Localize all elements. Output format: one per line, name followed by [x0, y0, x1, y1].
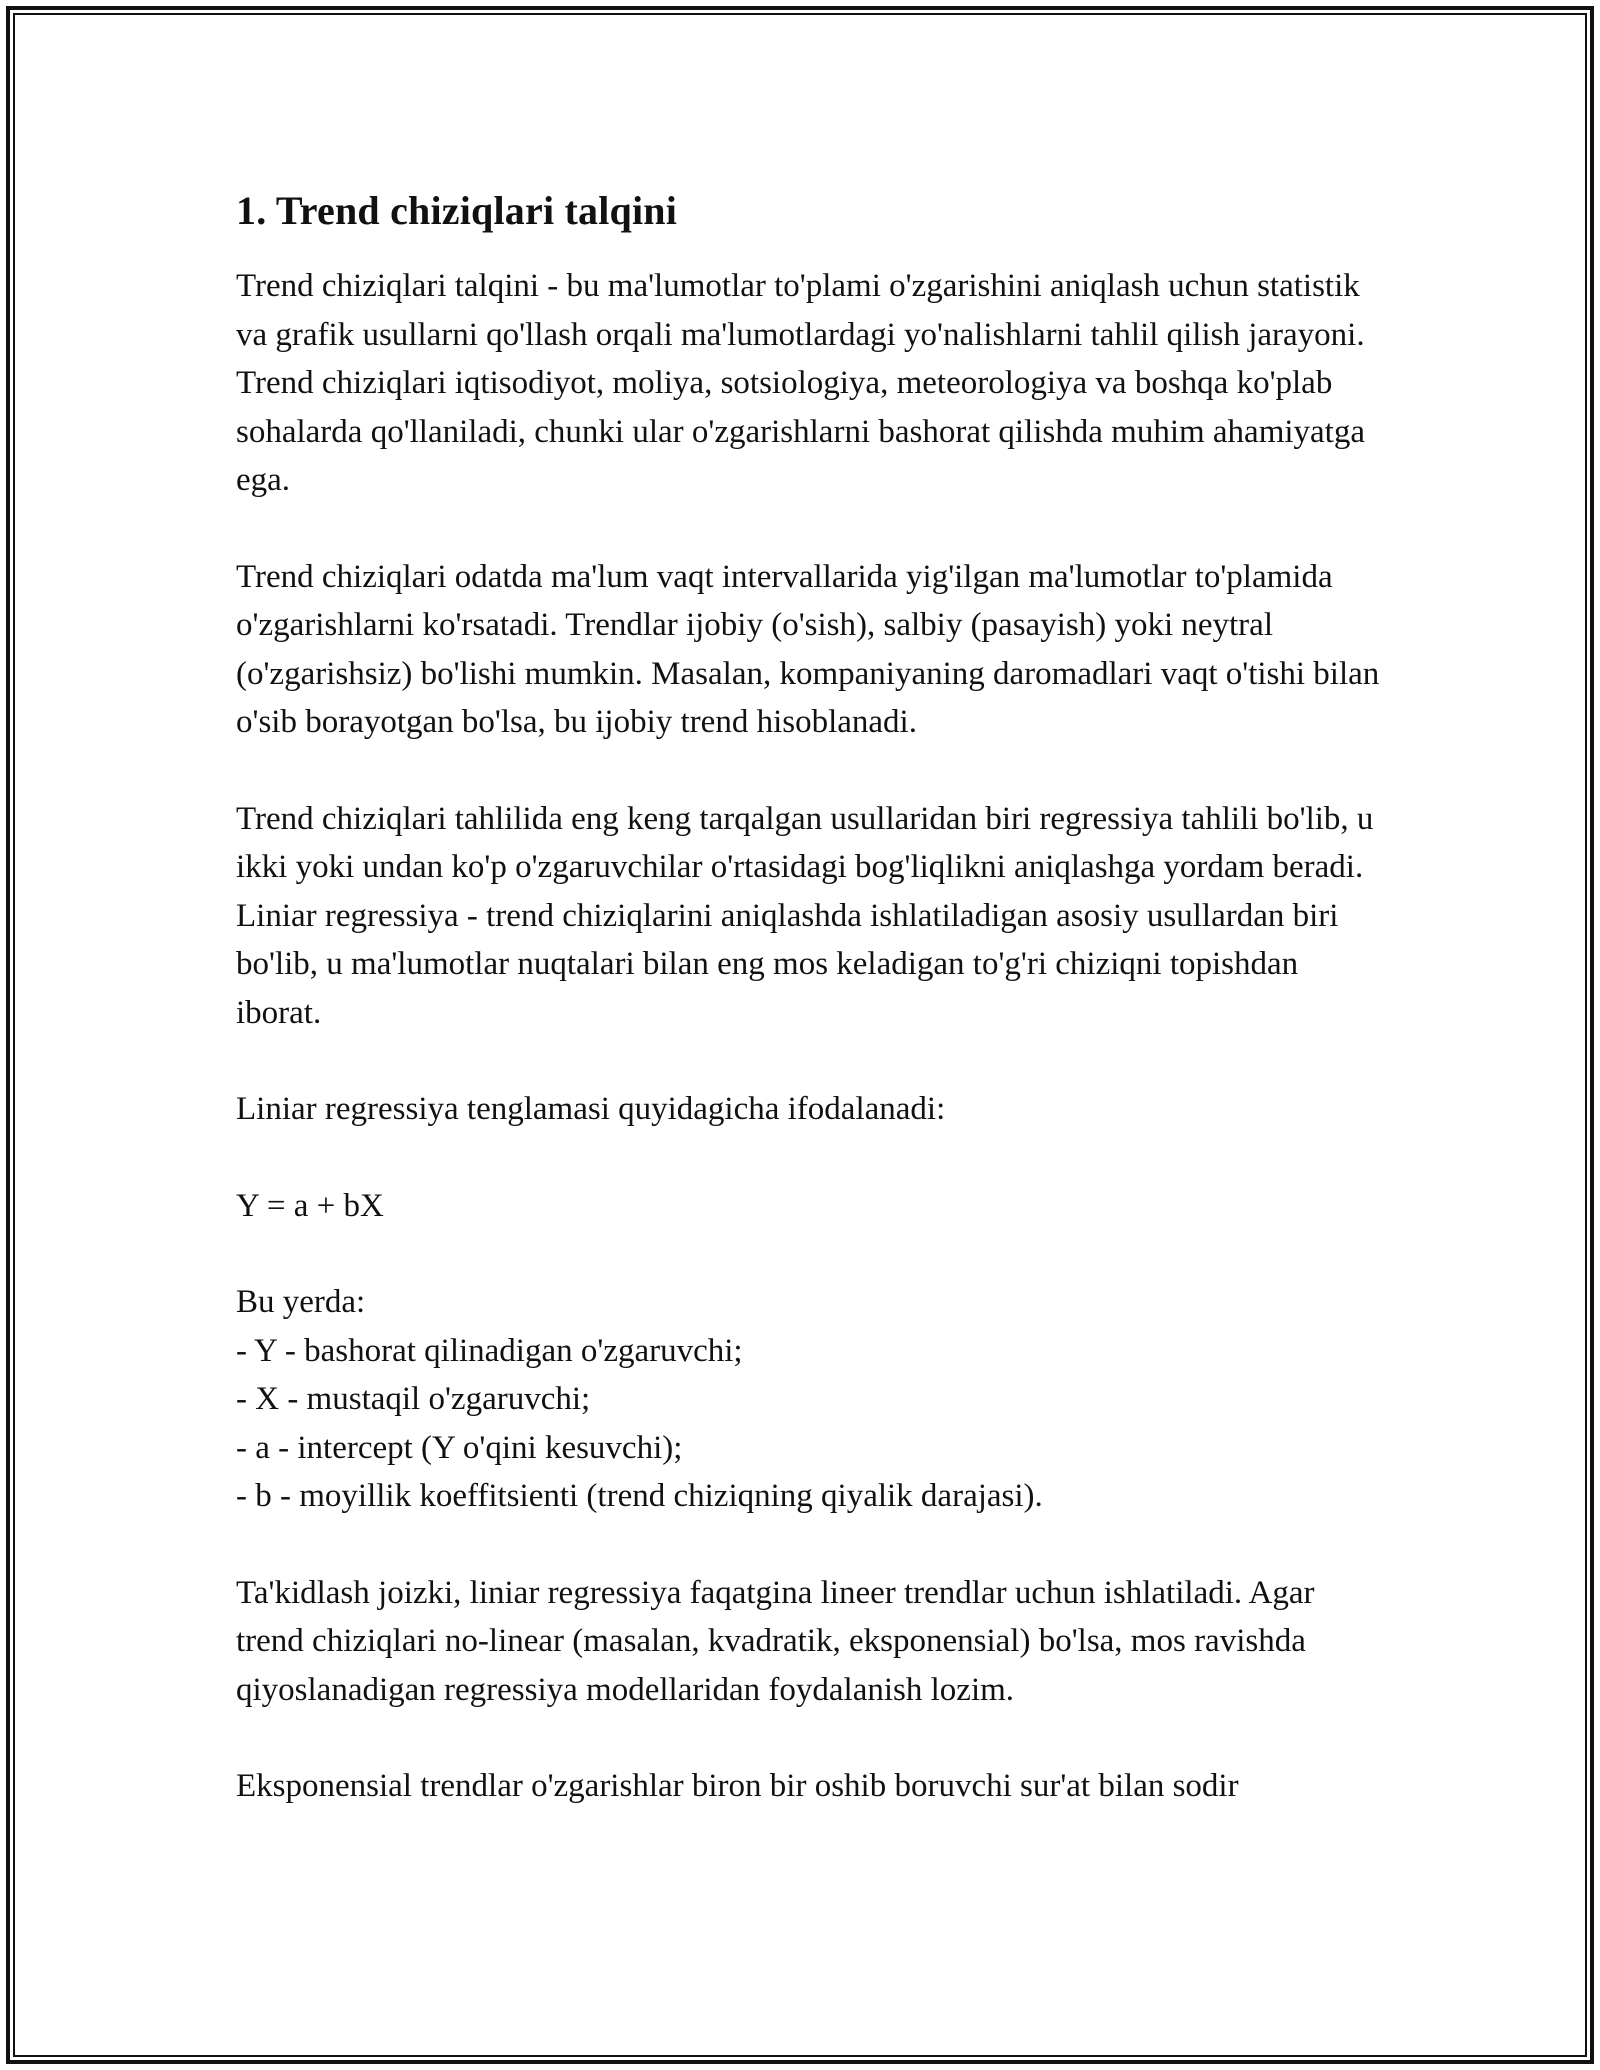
paragraph-regression: Trend chiziqlari tahlilida eng keng tarqalgan usullaridan biri regressiya tahlili bo'lib, u ikki yoki undan ko'p o'zgaruvchilar o'rtasidagi bog'liqlikni aniqlashga yordam beradi. Liniar regressiya - trend chiziqlarini aniqlashda ishlatiladigan asosiy usullardan biri bo'lib, u ma'lumotlar nuqtalari bilan eng mos keladigan to'g'ri chiziqni topishdan iborat. [236, 800, 1374, 1031]
paragraph-trend-types: Trend chiziqlari odatda ma'lum vaqt intervallarida yig'ilgan ma'lumotlar to'plamida o'zgarishlarni ko'rsatadi. Trendlar ijobiy (o'sish), salbiy (pasayish) yoki neytral (o'zgarishsiz) bo'lishi mumkin. Masalan, kompaniyaning daromadlari vaqt o'tishi bilan o'sib borayotgan bo'lsa, bu ijobiy trend hisoblanadi. [236, 558, 1380, 740]
paragraph-exponential: Eksponensial trendlar o'zgarishlar biron bir oshib boruvchi sur'at bilan sodir [236, 1768, 1239, 1804]
paragraph-where: Bu yerda: [236, 1284, 366, 1320]
section-heading: 1. Trend chiziqlari talqini [236, 188, 678, 233]
paragraph-intro: Trend chiziqlari talqini - bu ma'lumotlar to'plami o'zgarishini aniqlash uchun statistik va grafik usullarni qo'llash orqali ma'lumotlardagi yo'nalishlarni tahlil qilish jarayoni. Trend chiziqlari iqtisodiyot, moliya, sotsiologiya, meteorologiya va boshqa ko'plab sohalarda qo'llaniladi, chunki ular o'zgarishlarni bashorat qilishda muhim ahamiyatga ega. [236, 268, 1365, 498]
list-item: - X - mustaqil o'zgaruvchi; [236, 1381, 591, 1417]
document-body [236, 186, 1386, 1811]
list-item: - b - moyillik koeffitsienti (trend chiziqning qiyalik darajasi). [236, 1478, 1043, 1514]
list-item: - a - intercept (Y o'qini kesuvchi); [236, 1429, 683, 1466]
definition-list [236, 1327, 1386, 1521]
equation: Y = a + bX [236, 1187, 384, 1224]
paragraph-note: Ta'kidlash joizki, liniar regressiya faqatgina lineer trendlar uchun ishlatiladi. Agar trend chiziqlari no-linear (masalan, kvadratik, eksponensial) bo'lsa, mos ravishda qiyoslanadigan regressiya modellaridan foydalanish lozim. [236, 1574, 1315, 1708]
list-item: - Y - bashorat qilinadigan o'zgaruvchi; [236, 1332, 743, 1369]
paragraph-equation-intro: Liniar regressiya tenglamasi quyidagicha ifodalanadi: [236, 1091, 946, 1127]
